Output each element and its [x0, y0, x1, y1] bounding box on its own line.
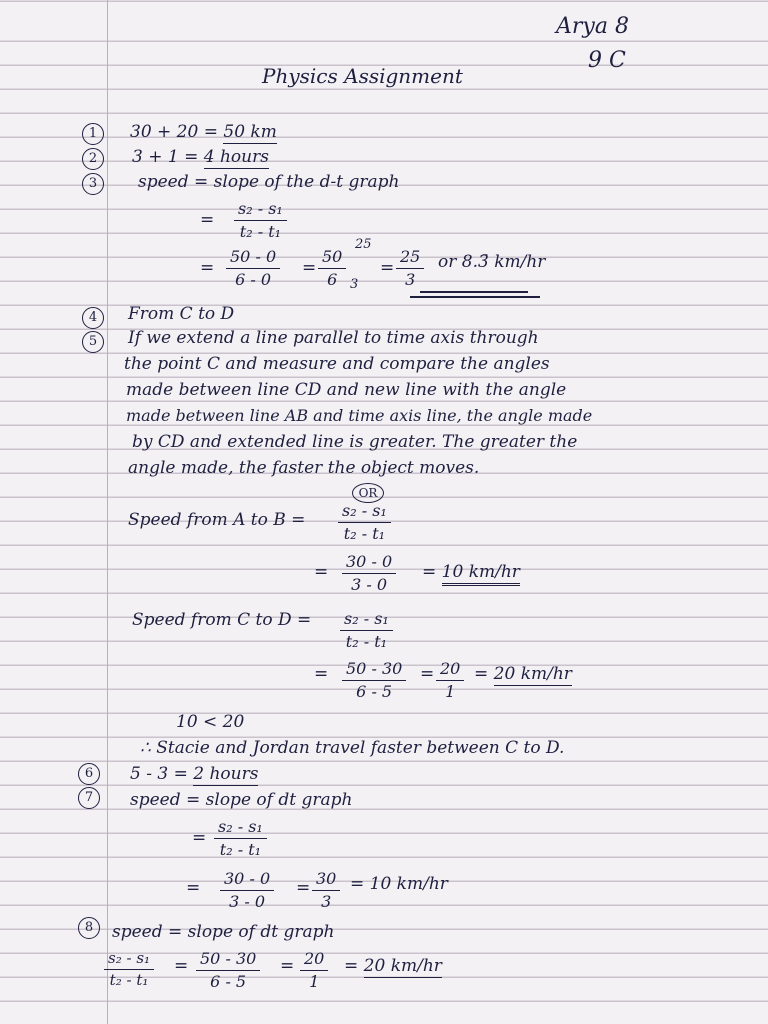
answer-8-result-line: = 20 km/hr — [344, 956, 442, 976]
denominator: 3 — [405, 270, 416, 290]
answer-7-simplified — [312, 870, 340, 912]
answer-3-line1: speed = slope of the d-t graph — [138, 172, 400, 192]
denominator: t₂ - t₁ — [343, 524, 386, 544]
equals-sign: = — [174, 956, 189, 976]
denominator: 6 - 0 — [235, 270, 272, 290]
equals-sign: = — [200, 210, 215, 230]
numerator: 50 - 0 — [226, 248, 280, 269]
answer-4: From C to D — [128, 304, 235, 324]
underline — [410, 296, 540, 298]
student-name: Arya 8 — [556, 14, 629, 39]
numerator: 50 — [318, 248, 346, 269]
denominator: 6 — [327, 270, 338, 290]
answer-5-line: made between line AB and time axis line, the angle made — [126, 406, 593, 425]
or-label: OR — [352, 483, 384, 503]
answer-6 — [130, 766, 258, 783]
equals-sign: = — [380, 258, 395, 278]
equals-sign: = — [186, 878, 201, 898]
answer-3-tail: or 8.3̄ km/hr — [438, 252, 546, 272]
speed-cd-simplified — [436, 660, 464, 702]
speed-ab-label: Speed from A to B = — [128, 510, 306, 530]
answer-1-result: 50 km — [223, 122, 277, 142]
numerator: 50 - 30 — [342, 660, 406, 681]
answer-8-values — [196, 950, 260, 992]
answer-3-fraction-cancel — [318, 248, 346, 290]
cancel-superscript: 25 — [355, 237, 372, 252]
answer-8-line1: speed = slope of dt graph — [112, 922, 335, 942]
conclusion: ∴ Stacie and Jordan travel faster between C to D. — [140, 738, 565, 758]
numerator: 30 - 0 — [342, 553, 396, 574]
answer-8-simplified — [300, 950, 328, 992]
equals-sign: = — [302, 258, 317, 278]
question-number-8: 8 — [78, 917, 100, 939]
student-class: 9 C — [588, 48, 626, 73]
equals-sign: = — [314, 562, 329, 582]
answer-5-line: the point C and measure and compare the angles — [124, 354, 550, 374]
denominator: t₂ - t₁ — [109, 971, 149, 990]
answer-1-expression: 30 + 20 = — [130, 122, 224, 142]
question-number-3: 3 — [82, 173, 104, 195]
speed-ab-result: 10 km/hr — [442, 562, 520, 586]
numerator: s₂ - s₁ — [234, 200, 287, 221]
numerator: s₂ - s₁ — [340, 610, 393, 631]
denominator: 3 — [321, 892, 332, 912]
answer-5-line: If we extend a line parallel to time axis through — [128, 328, 539, 348]
speed-ab-formula — [338, 502, 391, 544]
speed-cd-values — [342, 660, 406, 702]
denominator: 3 - 0 — [351, 575, 388, 595]
answer-1 — [130, 124, 277, 141]
underline — [420, 291, 528, 293]
comparison: 10 < 20 — [176, 712, 245, 732]
answer-2-expression: 3 + 1 = — [132, 147, 204, 167]
numerator: 20 — [300, 950, 328, 971]
speed-cd-label: Speed from C to D = — [132, 610, 312, 630]
equals-sign: = — [192, 828, 207, 848]
denominator: t₂ - t₁ — [239, 222, 282, 242]
answer-8-result: 20 km/hr — [363, 956, 442, 976]
equals-sign: = — [200, 258, 215, 278]
equals-sign: = — [420, 664, 435, 684]
margin-line — [107, 0, 108, 1024]
answer-8-formula — [104, 950, 154, 990]
answer-3-fraction-values — [226, 248, 280, 290]
denominator: t₂ - t₁ — [345, 632, 388, 652]
question-number-7: 7 — [78, 787, 100, 809]
equals-sign: = — [296, 878, 311, 898]
answer-3-fraction-result — [396, 248, 424, 290]
denominator: 1 — [445, 682, 456, 702]
speed-cd-formula — [340, 610, 393, 652]
numerator: 30 — [312, 870, 340, 891]
numerator: s₂ - s₁ — [214, 818, 267, 839]
answer-5-line: by CD and extended line is greater. The greater the — [132, 432, 578, 452]
speed-ab-values — [342, 553, 396, 595]
denominator: 6 - 5 — [356, 682, 393, 702]
equals-sign: = — [314, 664, 329, 684]
question-number-5: 5 — [82, 331, 104, 353]
page-title: Physics Assignment — [262, 64, 463, 88]
answer-6-expression: 5 - 3 = — [130, 764, 194, 784]
speed-ab-result-line: = 10 km/hr — [422, 564, 520, 581]
question-number-6: 6 — [78, 763, 100, 785]
denominator: 1 — [309, 972, 320, 992]
question-number-2: 2 — [82, 148, 104, 170]
answer-2 — [132, 149, 269, 166]
answer-5-line: angle made, the faster the object moves. — [128, 458, 480, 478]
answer-7-formula — [214, 818, 267, 860]
answer-6-result: 2 hours — [193, 764, 259, 784]
numerator: s₂ - s₁ — [104, 950, 154, 970]
denominator: 6 - 5 — [210, 972, 247, 992]
answer-7-line1: speed = slope of dt graph — [130, 790, 353, 810]
speed-cd-result-line: = 20 km/hr — [474, 664, 572, 684]
denominator: t₂ - t₁ — [219, 840, 262, 860]
numerator: 20 — [436, 660, 464, 681]
question-number-1: 1 — [82, 123, 104, 145]
question-number-4: 4 — [82, 307, 104, 329]
answer-7-values — [220, 870, 274, 912]
speed-cd-result: 20 km/hr — [493, 664, 572, 684]
numerator: 30 - 0 — [220, 870, 274, 891]
answer-7-result: = 10 km/hr — [350, 874, 448, 894]
denominator: 3 - 0 — [229, 892, 266, 912]
answer-2-result: 4 hours — [203, 147, 269, 167]
cancel-subscript: 3 — [350, 277, 359, 292]
answer-3-fraction-formula — [234, 200, 287, 242]
numerator: s₂ - s₁ — [338, 502, 391, 523]
numerator: 25 — [396, 248, 424, 269]
equals-sign: = — [280, 956, 295, 976]
numerator: 50 - 30 — [196, 950, 260, 971]
answer-5-line: made between line CD and new line with the angle — [126, 380, 567, 400]
